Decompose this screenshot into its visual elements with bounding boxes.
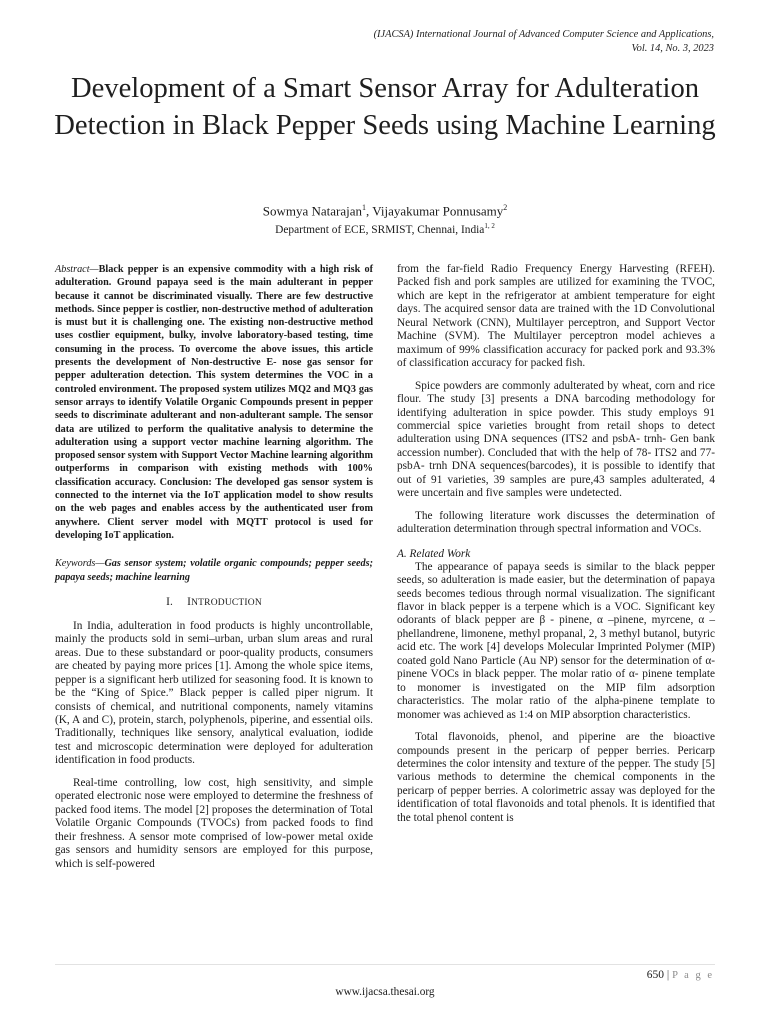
left-column [55, 263, 373, 871]
author-list [40, 199, 730, 219]
author-separator: , [366, 203, 373, 219]
journal-name-line: (IJACSA) International Journal of Advanced Computer Science and Applications, [373, 29, 714, 40]
section-title-rest: NTRODUCTION [191, 597, 262, 608]
section-title-initial: I [187, 595, 192, 608]
journal-volume-line: Vol. 14, No. 3, 2023 [631, 42, 714, 54]
right-column [397, 263, 715, 825]
body-paragraph: In India, adulteration in food products is highly uncontrollable, mainly the products sold in semi–urban, urban slum areas and rural areas. Due to these substandard or poor-quality products, consumers are cheated by paying more prices [1]. Among the whole spice items, pepper is a significant herb utilized for seasoning food. It is known to be the “King of Spice.” Black pepper is called piper nigrum. It consists of chemical, and nutritional components, namely vitamins (K, A and C), protein, starch, polyphenols, piperine, and essential oils. Traditionally, techniques like sensory, analytical evaluation, iodide test and microscopic determination were deployed for adulteration identification in food products. [55, 619, 373, 767]
page-number-separator: | [666, 969, 670, 981]
keywords-label: Keywords— [55, 558, 105, 570]
subsection-heading-related-work: A. Related Work [397, 547, 471, 560]
author-affiliation-mark: 2 [503, 203, 508, 212]
page-number [647, 968, 714, 983]
footer-url[interactable]: www.ijacsa.thesai.org [335, 986, 435, 998]
affiliation-text: Department of ECE, SRMIST, Chennai, India [275, 223, 485, 236]
section-heading-introduction [55, 595, 373, 611]
body-paragraph: Real-time controlling, low cost, high sensitivity, and simple operated electronic nose were employed to determine the freshness of packed food items. The model [2] proposes the determination of Total Volatile Organic Compounds (TVOCs) from packed foods to find their freshness. A sensor mote comprised of low-power metal oxide gas sensors and humidity sensors are employed for this purpose, which is self-powered [55, 776, 373, 870]
body-paragraph: from the far-field Radio Frequency Energy Harvesting (RFEH). Packed fish and pork samples are utilized for examining the TVOC, which are kept in the refrigerator at ambient temperature for eight days. The acquired sensor data are trained with the 1D Convolutional Neural Network (CNN), Multilayer perceptron, and Support Vector Machine (SVM). The Multilayer perceptron model achieves a maximum of 99% classification accuracy for packed pork and 93.3% of classification accuracy for packed fish. [397, 263, 715, 370]
affiliation [40, 219, 730, 238]
journal-header [194, 28, 714, 55]
body-paragraph: Spice powders are commonly adulterated by wheat, corn and rice flour. The study [3] presents a DNA barcoding methodology for identifying adulteration in spice powder. This study employs 91 commercial spice varieties brought from retail shops to detect adulteration using DNA sequences (ITS2 and psbA- trnh- Gen bank accession number). Concluded that with the help of 78- ITS2 and 77- psbA- trnh DNA sequences(barcodes), it is possible to identify that out of 91 varieties, 39 samples are pure,43 samples adulterated, 4 were uncertain and five samples were undetected. [397, 379, 715, 500]
abstract-text: Black pepper is an expensive commodity with a high risk of adulteration. Ground papaya seed is the main adulterant in pepper because it cannot be discriminated visually. There are few destructive methods. Since pepper is costlier, non-destructive method of adulteration is must but it is challenging one. The existing non-destructive method uses costlier equipment, bulky, involve laboratory-based testing, time consuming in the process. To overcome the above issues, this article presents the development of Non-destructive E- nose gas sensor for pepper adulteration detection. This system determines the VOC in a controled environment. The proposed system utilizes MQ2 and MQ3 gas sensor arrays to identify Volatile Organic Compounds present in pepper seeds to discriminate adulterant and non-adulterant sample. The sensor data are utilized to perform the qualitative analysis to determine the adulteration using a support vector machine learning algorithm. The proposed sensor system with Support Vector Machine learning algorithm outperforms in comparison with existing methods with 100% classification accuracy. Conclusion: The developed gas sensor system is connected to the internet via the IoT application model to show results on the web pages and enables access by the authenticated user from anywhere. Client server model with MQTT protocol is used for developing IoT application. [55, 264, 373, 541]
body-paragraph: The appearance of papaya seeds is similar to the black pepper seeds, so adulteration is made easier, but the determination of papaya seeds becomes tedious through normal visualization. The significant flavor in black pepper is a terpene which is a VOC. Significant key odorants of black pepper are β - pinene, α –pinene, myrcene, α – phellandrene, limonene, methyl propanal, 2, 3 methyl butanol, butyric acid etc. The work [4] develops Molecular Imprinted Polymer (MIP) coated gold Nano Particle (Au NP) sensor for the determination of α-pinene VOCs in black pepper. The molar ratio of α- pinene template to monomer is investigated on the MIP film adsorption characteristics. The molar ratio of the alpha-pinene template to monomer was achieved as 1:4 on MIP absorption characteristics. [397, 560, 715, 721]
affiliation-mark: 1, 2 [484, 222, 495, 230]
keywords [55, 557, 373, 584]
author-name: Sowmya Natarajan [262, 203, 362, 219]
keywords-text: Gas sensor system; volatile organic compounds; pepper seeds; papaya seeds; machine learning [55, 558, 373, 583]
body-paragraph: Total flavonoids, phenol, and piperine are the bioactive compounds present in the pericarp of pepper berries. Pericarp determines the color intensity and texture of the pepper. The study [5] various methods to determine the chemical components in the pericarp of pepper berries. A colorimetric assay was deployed for the identification of total flavonoids and total phenols. It is identified that the total phenol content is [397, 731, 715, 824]
page-number-value: 650 [646, 969, 665, 981]
abstract-label: Abstract— [55, 264, 99, 275]
body-paragraph: The following literature work discusses the determination of adulteration determination through spectral information and VOCs. [397, 509, 715, 536]
section-number: I. [166, 595, 174, 608]
page-word: P a g e [672, 970, 714, 981]
footer-divider [55, 964, 715, 965]
author-affiliation-mark: 1 [362, 203, 366, 212]
author-name: Vijayakumar Ponnusamy [372, 203, 504, 219]
abstract [55, 263, 373, 542]
paper-title: Development of a Smart Sensor Array for Adulteration Detection in Black Pepper Seeds using Machine Learning [54, 73, 716, 141]
